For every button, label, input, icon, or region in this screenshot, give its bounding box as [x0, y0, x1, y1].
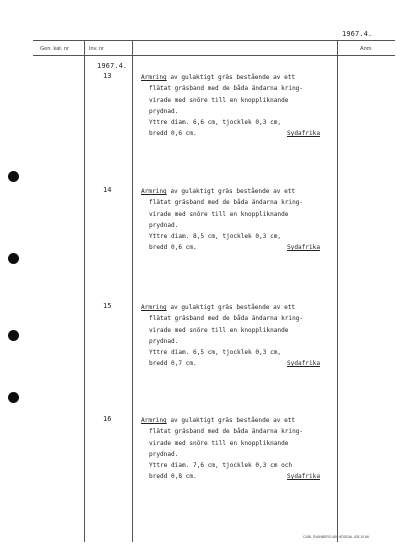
object-name: Armring [141, 304, 167, 311]
punch-hole-2 [8, 253, 19, 264]
header-top-rule [33, 40, 395, 41]
entry-line: flätat gräsband med de båda ändarna kring- [149, 199, 304, 207]
column-rule-1 [84, 40, 85, 542]
inventory-number: 15 [103, 302, 112, 310]
origin-place: Sydafrika [287, 130, 321, 137]
entry-line: flätat gräsband med de båda ändarna kring- [149, 428, 304, 436]
object-name: Armring [141, 417, 167, 424]
punch-hole-3 [8, 330, 19, 341]
catalog-entry [141, 72, 351, 140]
entry-line: virade med snöre till en knoppliknande [149, 439, 289, 447]
entry-line: flätat gräsband med de båda ändarna kring- [149, 315, 304, 323]
column-header-anm: Anm. [360, 46, 373, 52]
entry-line: virade med snöre till en knoppliknande [149, 326, 289, 334]
entry-line: flätat gräsband med de båda ändarna kring- [149, 85, 304, 93]
column-header-gen-kat-nr: Gen. kat. nr [40, 46, 69, 52]
catalog-entry [141, 302, 351, 370]
header-year: 1967.4. [342, 30, 373, 38]
object-name: Armring [141, 188, 167, 195]
entry-line: Yttre diam. 7,6 cm, tjocklek 0,3 cm och [149, 462, 293, 470]
entry-line: bredd 0,8 cm. [149, 473, 197, 481]
origin-place: Sydafrika [287, 244, 321, 251]
origin-place: Sydafrika [287, 360, 321, 367]
entry-line: virade med snöre till en knoppliknande [149, 210, 289, 218]
column-header-inv-nr: Inv. nr [89, 46, 104, 52]
year-note: 1967.4. [97, 62, 128, 70]
entry-line: av gulaktigt gräs bestående av ett [166, 188, 296, 195]
entry-line: prydnad. [149, 337, 179, 345]
punch-hole-4 [8, 392, 19, 403]
printer-code: CARL SVANBERG AB. HÖGDAL 428 10 66 [303, 535, 369, 539]
column-rule-2 [132, 40, 133, 542]
entry-line: Yttre diam. 6,6 cm, tjocklek 0,3 cm, [149, 119, 282, 127]
object-name: Armring [141, 74, 167, 81]
entry-line: prydnad. [149, 450, 179, 458]
entry-line: av gulaktigt gräs bestående av ett [166, 74, 296, 81]
entry-line: av gulaktigt gräs bestående av ett [166, 417, 296, 424]
header-bottom-rule [33, 55, 395, 56]
entry-line: prydnad. [149, 107, 179, 115]
punch-hole-1 [8, 171, 19, 182]
entry-line: bredd 0,6 cm. [149, 130, 197, 138]
inventory-number: 13 [103, 72, 112, 80]
entry-line: bredd 0,6 cm. [149, 244, 197, 252]
entry-line: Yttre diam. 6,5 cm, tjocklek 0,3 cm, [149, 349, 282, 357]
entry-line: prydnad. [149, 221, 179, 229]
entry-line: av gulaktigt gräs bestående av ett [166, 304, 296, 311]
origin-place: Sydafrika [287, 473, 321, 480]
entry-line: virade med snöre till en knoppliknande [149, 96, 289, 104]
inventory-number: 16 [103, 415, 112, 423]
entry-line: Yttre diam. 8,5 cm, tjocklek 0,3 cm, [149, 233, 282, 241]
entry-line: bredd 0,7 cm. [149, 360, 197, 368]
inventory-number: 14 [103, 186, 112, 194]
catalog-entry [141, 415, 351, 483]
catalog-entry [141, 186, 351, 254]
